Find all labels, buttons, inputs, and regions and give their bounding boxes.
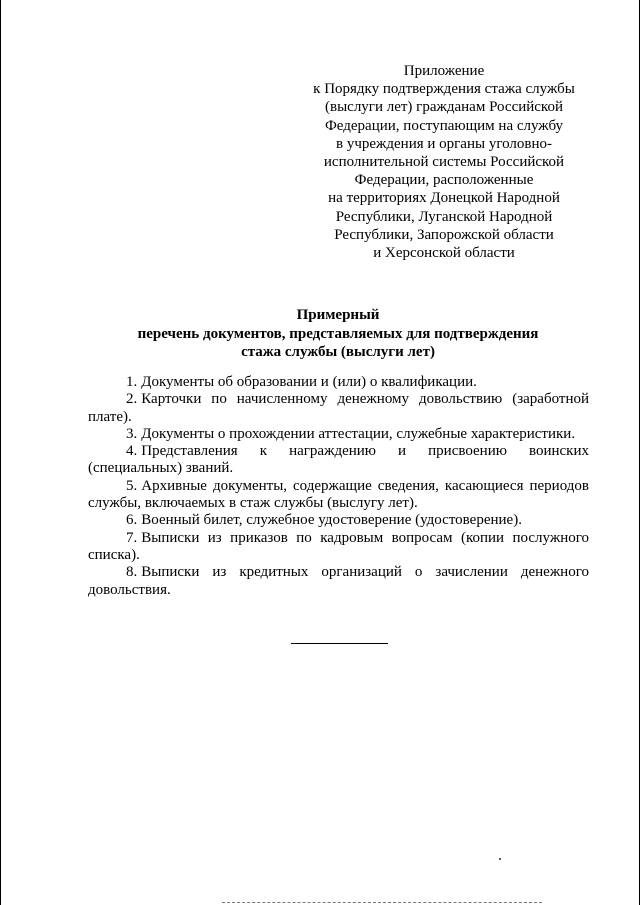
item-number: 5. (126, 477, 138, 494)
document-list (88, 374, 589, 599)
list-item (88, 391, 589, 426)
document-title (88, 306, 588, 362)
title-line-3: стажа службы (выслуги лет) (241, 344, 435, 360)
appendix-line: и Херсонской области (373, 245, 515, 262)
appendix-line: Республики, Запорожской области (334, 226, 554, 243)
list-item (88, 443, 589, 478)
appendix-line: Республики, Луганской Народной (335, 208, 553, 225)
appendix-line: Федерации, расположенные (354, 172, 534, 189)
item-text: Военный билет, служебное удостоверение (удостоверение). (141, 512, 522, 529)
appendix-line: Федерации, поступающим на службу (324, 117, 564, 134)
item-text: Выписки из приказов по кадровым вопросам (копии послужного списка). (88, 529, 589, 563)
end-divider (291, 643, 388, 644)
item-text: Карточки по начисленному денежному довольствию (заработной плате). (88, 391, 589, 425)
item-number: 4. (126, 443, 138, 460)
list-item (88, 512, 589, 529)
title-line-2: перечень документов, представляемых для подтверждения (137, 325, 539, 342)
appendix-line: к Порядку подтверждения стажа службы (313, 81, 575, 98)
list-item (88, 564, 589, 599)
item-number: 2. (126, 391, 138, 408)
list-item (88, 478, 589, 513)
item-text: Выписки из кредитных организаций о зачислении денежного довольствия. (88, 564, 589, 598)
item-number: 7. (126, 529, 138, 546)
item-number: 8. (126, 564, 138, 581)
title-line-1: Примерный (296, 307, 380, 323)
item-text: Представления к награждению и присвоению воинских (специальных) званий. (88, 443, 589, 477)
appendix-header (300, 62, 588, 262)
item-text: Документы об образовании и (или) о квалификации. (141, 374, 477, 390)
item-number: 6. (126, 512, 138, 529)
item-number: 3. (126, 425, 138, 442)
appendix-line: на территориях Донецкой Народной (328, 190, 560, 207)
item-text: Архивные документы, содержащие сведения, касающиеся периодов службы, включаемых в стаж службы (выслугу лет). (88, 477, 589, 512)
list-item (88, 530, 589, 565)
appendix-line: исполнительной системы Российской (323, 154, 565, 171)
list-item (88, 426, 589, 443)
item-text: Документы о прохождении аттестации, служебные характеристики. (141, 425, 576, 442)
item-number: 1. (126, 374, 138, 390)
list-item (88, 374, 589, 391)
appendix-line: в учреждения и органы уголовно- (335, 135, 552, 152)
appendix-line: Приложение (403, 63, 485, 79)
appendix-line: (выслуги лет) гражданам Российской (325, 99, 563, 116)
scan-speck (499, 858, 501, 860)
